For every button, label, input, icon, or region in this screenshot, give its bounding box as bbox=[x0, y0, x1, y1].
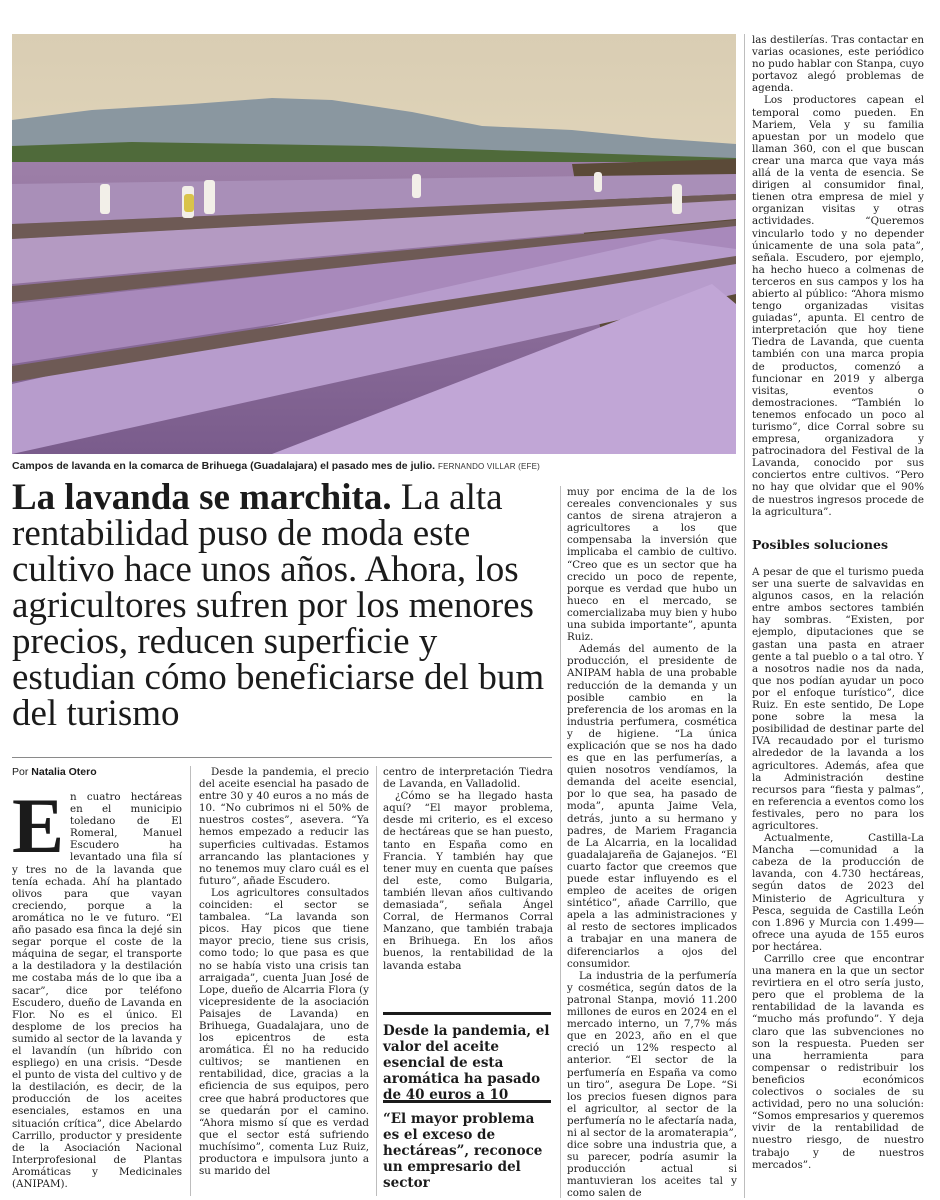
paragraph: ¿Cómo se ha llegado hasta aquí? “El mayor problema, desde mi criterio, es el exceso de hectáreas que se han puesto, tanto en España como en Francia. Y también hay que tener muy en cuenta que países del este, como Bulgaria, también llevan años cultivando demasiada”, señala Ángel Corral, de Hermanos Corral Manzano, que también trabaja en Brihuega. En los años buenos, la rentabilidad de la lavanda estaba bbox=[383, 790, 553, 972]
paragraph: A pesar de que el turismo pueda ser una suerte de salvavidas en algunos casos, en la relación entre ambos sectores también hay sombras. “Existen, por ejemplo, diputaciones que se gastan una pasta en atraer gente a tal pueblo o a tal otro. Y a nosotros nadie nos da nada, que nos podían ayudar un poco por el enfoque turístico”, dice Ruiz. En este sentido, De Lope pone sobre la mesa la posibilidad de destinar parte del IVA recaudado por el turismo alrededor de la lavanda a los agricultores. Además, afea que la Administración destine recursos para “fiesta y palmas”, en referencia a eventos como los festivales, pero no para los agricultores. bbox=[752, 566, 924, 832]
pullquote-1: Desde la pandemia, el valor del aceite esencial de esta aromática ha pasado de 40 euros a 10 bbox=[383, 1012, 551, 1103]
paragraph: Desde la pandemia, el precio del aceite esencial ha pasado de entre 30 y 40 euros a no más de 10. “No cubrimos ni el 50% de nuestros costes”, asevera. “Ya hemos empezado a reducir las superficies cultivadas. Estamos arrancando las plantaciones y no tenemos muy claro cuál es el futuro”, añade Escudero. bbox=[199, 766, 369, 887]
section-subhead: Posibles soluciones bbox=[752, 537, 889, 552]
photo-credit: FERNANDO VILLAR (EFE) bbox=[437, 462, 540, 471]
article-column-6 bbox=[752, 566, 924, 1198]
paragraph: Además del aumento de la producción, el presidente de ANIPAM habla de una probable reducción de la demanda y un posible cambio en la preferencia de los aromas en la industria perfumera, cosmética y de higiene. “La única explicación que se nos ha dado es que en las perfumerías, a quien nosotros vendíamos, la demanda del aceite esencial, por lo que sea, ha pasado de moda”, apunta Jaime Vela, detrás, junto a su hermano y padres, de Mariem Fragancia de La Alcarria, en la localidad guadalajareña de Gajanejos. “El cuarto factor que creemos que puede estar influyendo es el empleo de aceites de origen sintético”, añade Carrillo, que apela a las administraciones y al resto de sectores implicados a trabajar en una manera de diferenciarlos a ojos del consumidor. bbox=[567, 643, 737, 970]
article-column-2 bbox=[199, 766, 369, 1198]
headline-divider bbox=[12, 757, 552, 758]
byline-prefix: Por bbox=[12, 766, 29, 778]
byline bbox=[12, 766, 202, 778]
headline bbox=[12, 477, 554, 734]
column-separator bbox=[560, 486, 561, 1198]
column-separator bbox=[190, 766, 191, 1196]
paragraph: Actualmente, Castilla-La Mancha —comunidad a la cabeza de la producción de lavanda, con 4.730 hectáreas, según datos de 2023 del Ministerio de Agricultura y Pesca, seguida de Castilla León con 1.896 y Murcia con 1.499— ofrece una ayuda de 155 euros por hectárea. bbox=[752, 832, 924, 953]
headline-kicker: La lavanda se marchita. bbox=[12, 477, 392, 518]
lavender-field-illustration bbox=[12, 34, 736, 454]
paragraph: La industria de la perfumería y cosmética, según datos de la patronal Stanpa, movió 11.200 millones de euros en 2024 en el mercado interno, un 7,7% más que en 2023, año en el que creció un 12% respecto al anterior. “El sector de la perfumería en España va como un tiro”, asegura De Lope. “Si los precios fuesen dignos para el agricultor, al sector de la perfumería no le afectaría nada, ni al sector de la aromaterapia”, dice sobre una industria que, a su parecer, podría asumir la producción actual si mantuvieran los aceites tal y como salen de bbox=[567, 969, 737, 1198]
paragraph: muy por encima de la de los cereales convencionales y sus cantos de sirena atrajeron a agricultores a los que compensaba la inversión que implicaba el cambio de cultivo. “Creo que es un sector que ha crecido un poco de repente, porque es verdad que hubo un hueco en el mercado, se comercializaba muy bien y hubo una subida importante”, apunta Ruiz. bbox=[567, 486, 737, 644]
paragraph: Carrillo cree que encontrar una manera en la que un sector revirtiera en el otro sería justo, pero que el problema de la rentabilidad de la lavanda es “mucho más profundo”. Y deja claro que las subvenciones no son la respuesta. Pueden ser una herramienta para compensar o redistribuir los beneficios económicos colectivos o sociales de su actividad, pero no una solución: “Somos empresarios y queremos vivir de la rentabilidad de nuestro riesgo, de nuestro trabajo y de nuestros mercados”. bbox=[752, 953, 924, 1171]
article-column-4 bbox=[567, 486, 737, 1198]
column-separator bbox=[376, 766, 377, 1196]
photo-caption bbox=[12, 459, 736, 474]
paragraph: Los productores capean el temporal como pueden. En Mariem, Vela y su familia apuestan por un modelo que llaman 360, con el que buscan crear una marca que vaya más allá de la venta de esencia. Se dirigen al consumidor final, tienen otra empresa de miel y organizan visitas y otras actividades. “Queremos vincularlo todo y no depender únicamente de una sola pata”, señala. Escudero, por ejemplo, ha hecho hueco a colmenas de terceros en sus campos y los ha abierto al público: “Ahora mismo tengo organizadas visitas guiadas”, apunta. El centro de interpretación que hoy tiene Tiedra de Lavanda, que cuenta también con una marca propia de productos, comenzó a funcionar en 2019 y alberga visitas, eventos o demostraciones. “También lo tenemos enfocado un poco al turismo”, dice Corral sobre su empresa, organizadora y patrocinadora del Festival de la Lavanda, conocido por sus conciertos entre cultivos. “Pero no hay que olvidar que el 90% de nuestros ingresos procede de la agricultura”. bbox=[752, 94, 924, 518]
lavender-field-photo bbox=[12, 34, 736, 454]
article-column-5 bbox=[752, 34, 924, 534]
drop-cap: E bbox=[12, 791, 65, 869]
paragraph: n cuatro hectáreas en el municipio toledano de El Romeral, Manuel Escudero ha levantado una fila sí y tres no de la lavanda que tenía echada. Ahí ha plantado olivos para que vayan creciendo, porque a la aromática no le ve futuro. “El año pasado esa finca la dejé sin segar porque el coste de la máquina de segar, el transporte a la destiladora y la destilación me costaba más de lo que iba a sacar”, dice por teléfono Escudero, dueño de Lavanda en Flor. No es el único. El desplome de los precios ha sumido al sector de la lavanda y el lavandín (un híbrido con espliego) en una crisis. “Desde el punto de vista del cultivo y de la destilación, es decir, de la producción de los aceites esenciales, estamos en una situación crítica”, dice Abelardo Carrillo, productor y presidente de la Asociación Nacional Interprofesional de Plantas Aromáticas y Medicinales (ANIPAM). bbox=[12, 791, 182, 1190]
pullquote-2: “El mayor problema es el exceso de hectáreas”, reconoce un empresario del sector bbox=[383, 1100, 551, 1191]
article-column-3 bbox=[383, 766, 553, 976]
paragraph: Los agricultores consultados coinciden: el sector se tambalea. “La lavanda son picos. Hay picos que tiene mayor precio, tiene sus crisis, como todo; lo que pasa es que no se había visto una crisis tan arraigada”, cuenta Juan José de Lope, dueño de Alcarria Flora (y vicepresidente de la asociación Paisajes de Lavanda) en Brihuega, Guadalajara, uno de los epicentros de esta aromática. Él no ha reducido cultivos; se mantienen en rentabilidad, dice, gracias a la eficiencia de sus equipos, pero cree que habrá productores que se quedarán por el camino. “Ahora mismo sí que es verdad que el sector está sufriendo muchísimo”, comenta Luz Ruiz, productora e impulsora junto a su marido del bbox=[199, 886, 369, 1178]
article-column-1 bbox=[12, 791, 182, 1191]
headline-deck: La alta rentabilidad puso de moda este cultivo hace unos años. Ahora, los agricultores sufren por los menores precios, reducen superficie y estudian cómo beneficiarse del bum del turismo bbox=[12, 477, 545, 734]
caption-text: Campos de lavanda en la comarca de Brihuega (Guadalajara) el pasado mes de julio. bbox=[12, 460, 436, 472]
paragraph: las destilerías. Tras contactar en varias ocasiones, este periódico no pudo hablar con Stanpa, cuyo portavoz alegó problemas de agenda. bbox=[752, 34, 924, 95]
byline-author: Natalia Otero bbox=[31, 766, 97, 778]
column-separator bbox=[744, 34, 745, 1198]
paragraph: centro de interpretación Tiedra de Lavanda, en Valladolid. bbox=[383, 766, 553, 791]
